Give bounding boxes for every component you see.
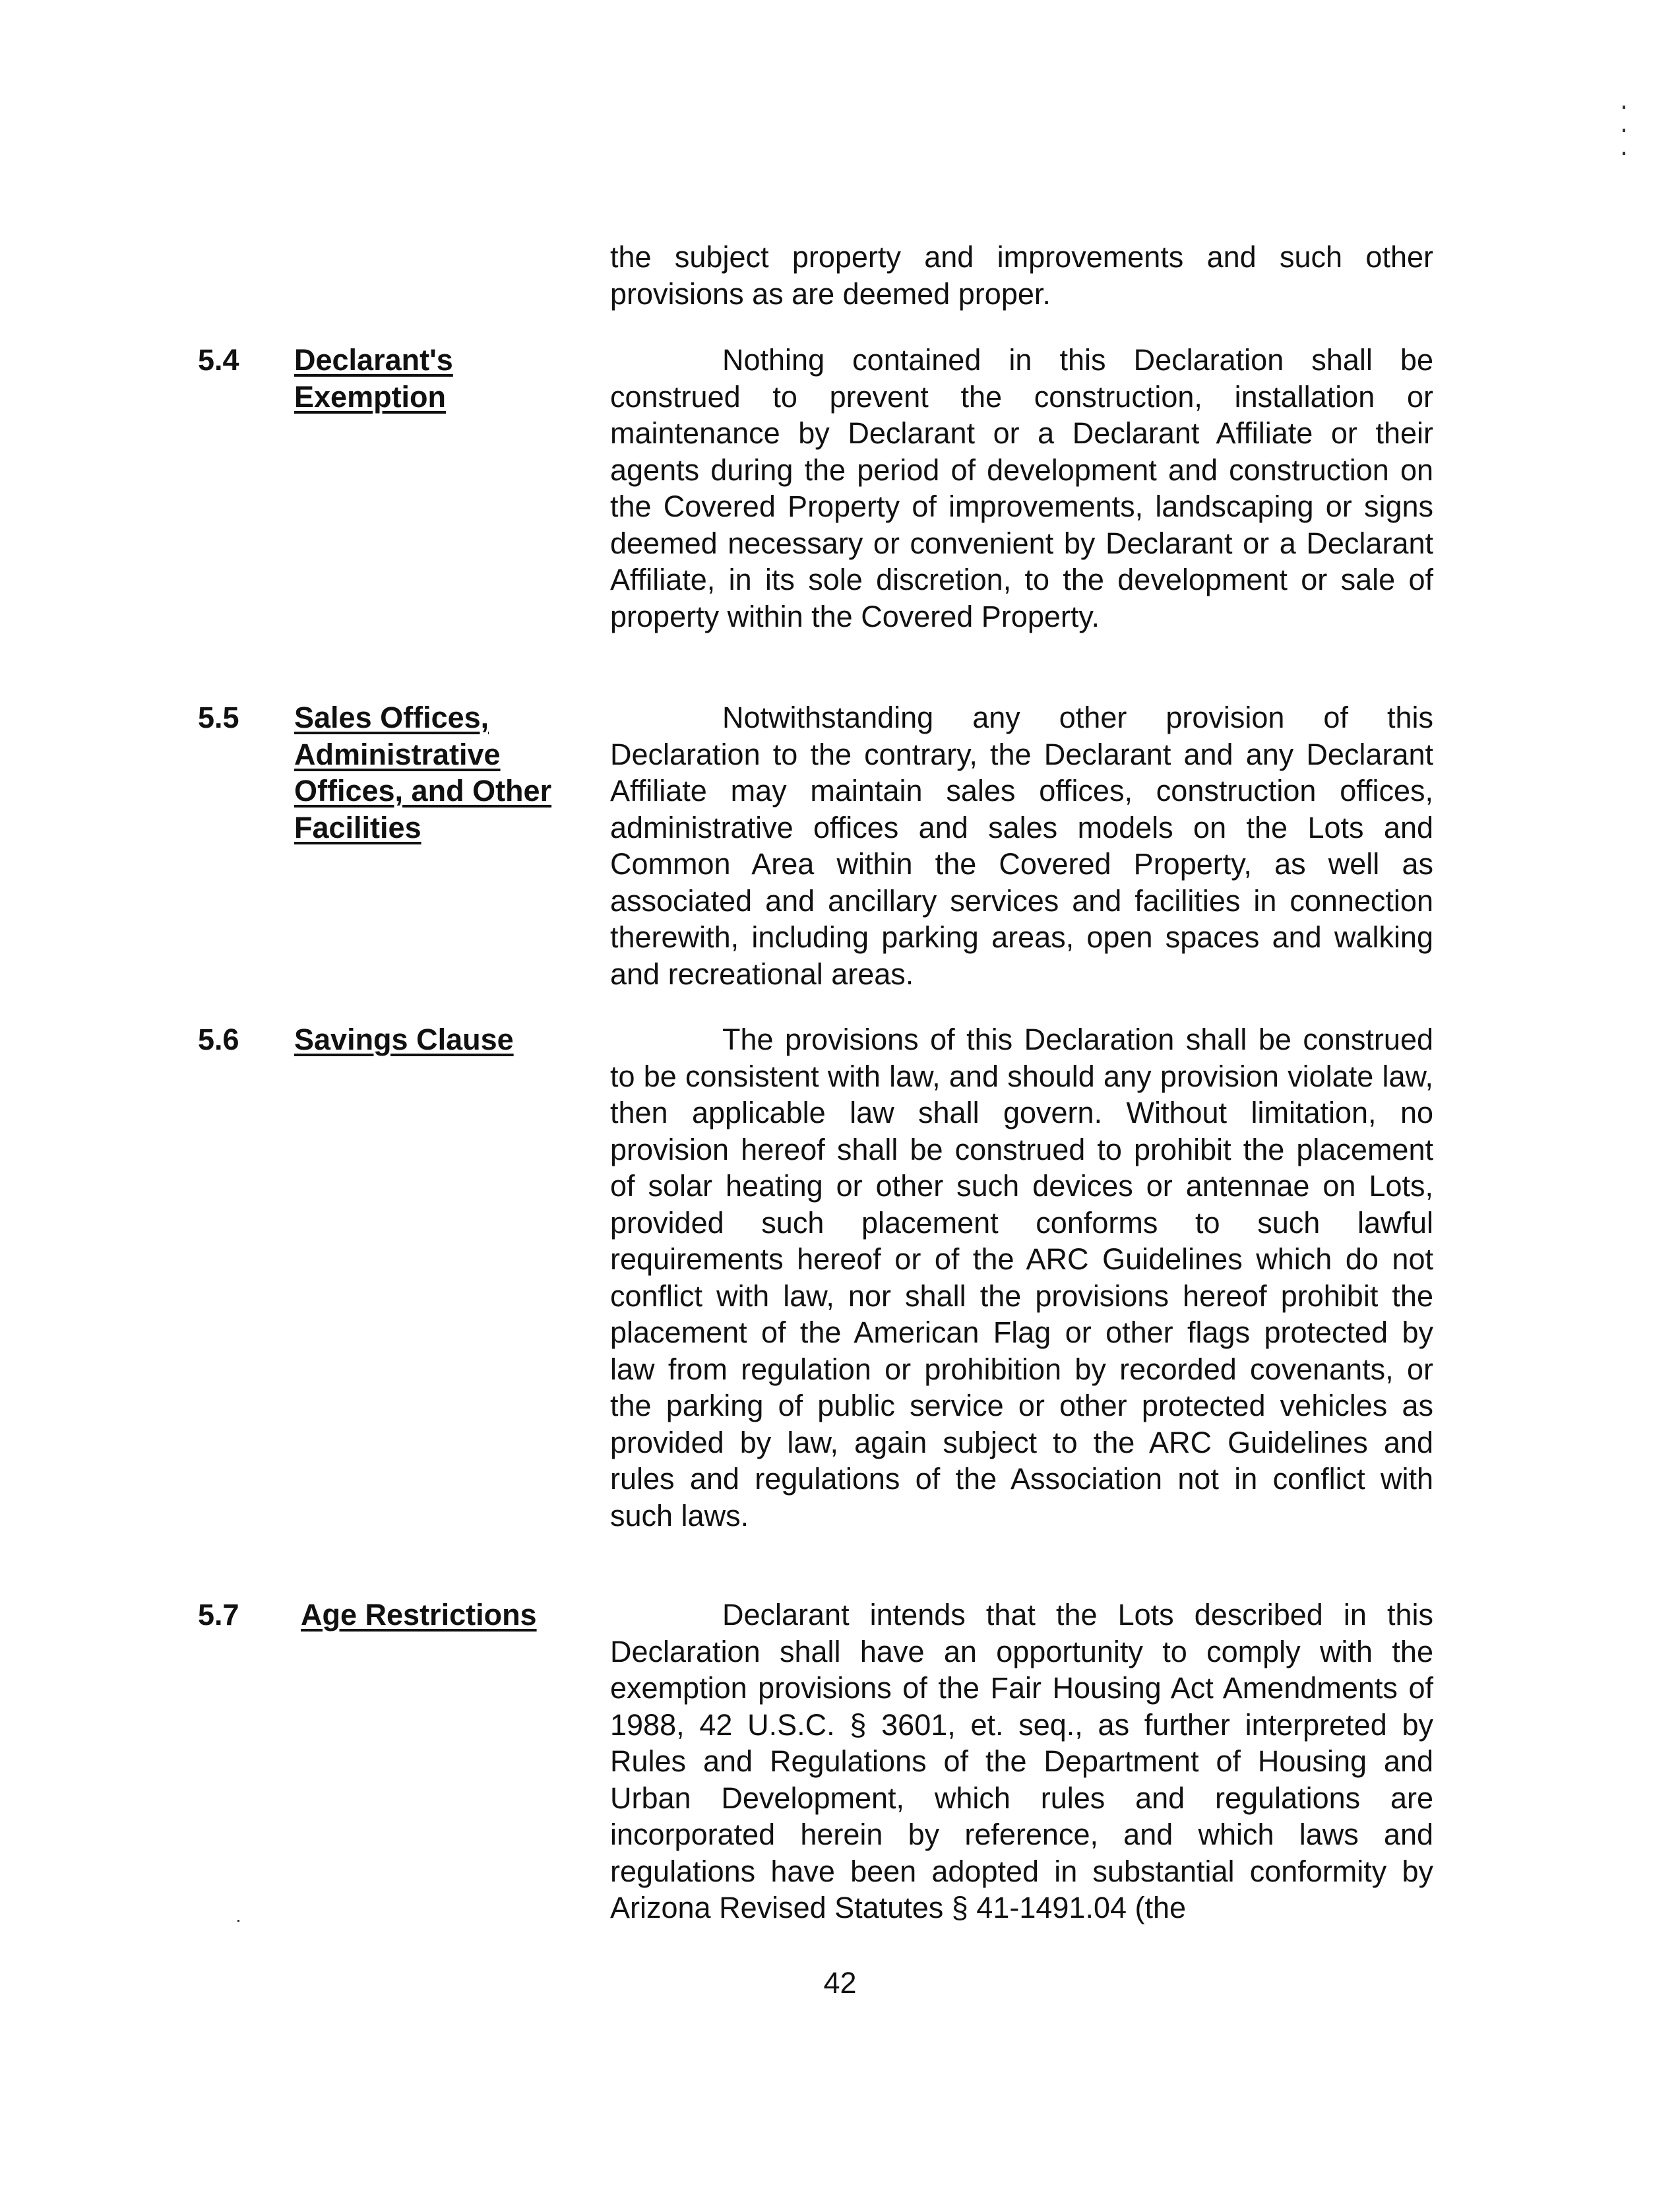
section-title: Savings Clause — [294, 1023, 514, 1056]
section-number: 5.6 — [198, 1023, 239, 1056]
section-number: 5.7 — [198, 1598, 239, 1632]
continuation-paragraph: the subject property and improvements and such other provisions as are deemed proper. — [610, 240, 1433, 311]
section-body — [610, 342, 1433, 635]
section-paragraph: Nothing contained in this Declaration shall be construed to prevent the construction, installation or maintenance by Declarant or a Declarant Affiliate or their agents during the period of development and construction on the Covered Property of improvements, landscaping or signs deemed necessary or convenient by Declarant or a Declarant Affiliate, in its sole discretion, to the development or sale of property within the Covered Property. — [610, 343, 1433, 633]
section-body — [610, 699, 1433, 992]
section-title: Sales Offices, Administrative Offices, and Other Facilities — [294, 701, 552, 844]
scan-artifact-mark — [1623, 106, 1625, 109]
page-number: 42 — [823, 1966, 857, 2000]
scan-artifact-mark — [1623, 129, 1625, 132]
section-paragraph: The provisions of this Declaration shall be construed to be consistent with law, and should any provision violate law, then applicable law shall govern. Without limitation, no provision hereof shall be construed to prohibit the placement of solar heating or other such devices or antennae on Lots, provided such placement conforms to such lawful requirements hereof or of the ARC Guidelines which do not conflict with law, nor shall the provisions hereof prohibit the placement of the American Flag or other flags protected by law from regulation or prohibition by recorded covenants, or the parking of public service or other protected vehicles as provided by law, again subject to the ARC Guidelines and rules and regulations of the Association not in conflict with such laws. — [610, 1023, 1433, 1533]
section-title: Declarant's Exemption — [294, 343, 453, 414]
scan-artifact-mark — [237, 1920, 239, 1922]
section-number: 5.4 — [198, 343, 239, 377]
section-paragraph: Notwithstanding any other provision of this Declaration to the contrary, the Declarant and any Declarant Affiliate may maintain sales offices, construction offices, administrative offices and sales models on the Lots and Common Area within the Covered Property, as well as associated and ancillary services and facilities in connection therewith, including parking areas, open spaces and walking and recreational areas. — [610, 701, 1433, 991]
section-paragraph: Declarant intends that the Lots described in this Declaration shall have an opportunity to comply with the exemption provisions of the Fair Housing Act Amendments of 1988, 42 U.S.C. § 3601, et. seq., as further interpreted by Rules and Regulations of the Department of Housing and Urban Development, which rules and regulations are incorporated herein by reference, and which laws and regulations have been adopted in substantial conformity by Arizona Revised Statutes § 41-1491.04 (the — [610, 1598, 1433, 1924]
section-title: Age Restrictions — [301, 1598, 537, 1632]
section-body — [610, 1597, 1433, 1926]
section-number: 5.5 — [198, 701, 239, 734]
section-body — [610, 1021, 1433, 1534]
scan-artifact-mark — [1623, 152, 1625, 155]
